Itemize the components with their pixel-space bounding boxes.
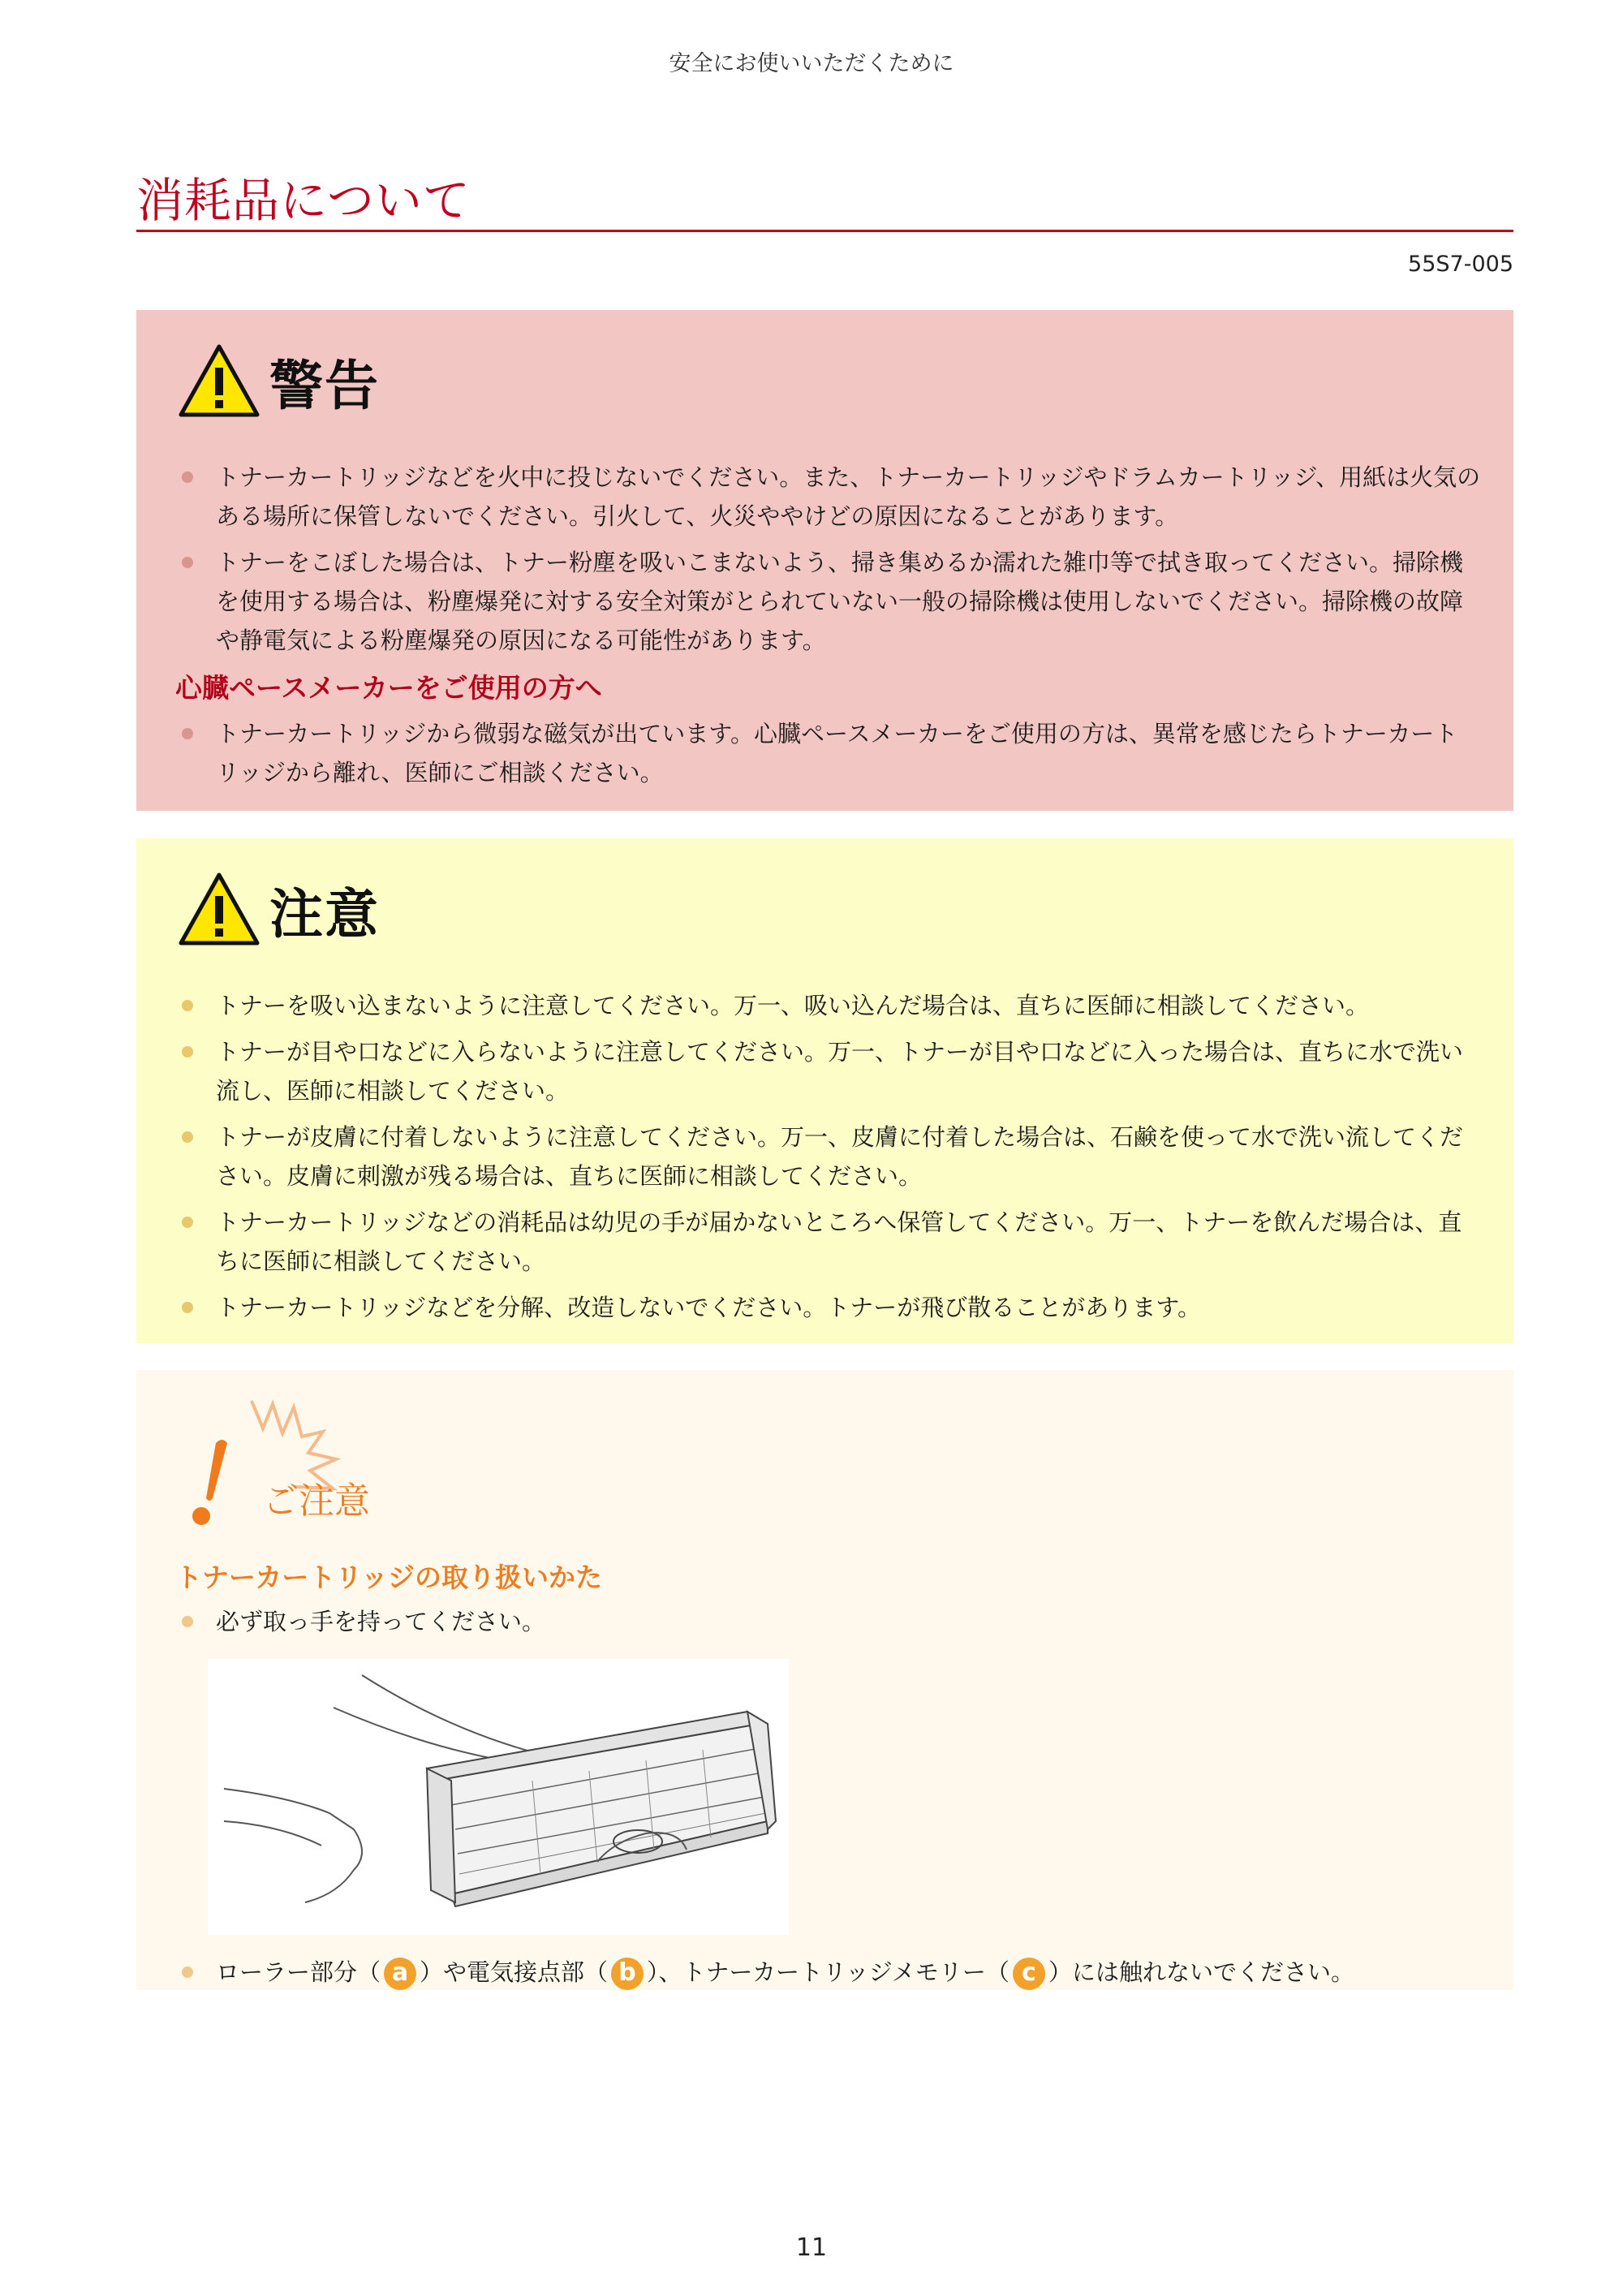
bullet-icon: [182, 1616, 193, 1627]
list-item: トナーが皮膚に付着しないように注意してください。万一、皮膚に付着した場合は、石鹸を使って水で洗い流してください。皮膚に刺激が残る場合は、直ちに医師に相談してください。: [182, 1118, 1481, 1195]
notice-item-text-3: ）、トナーカートリッジメモリー（: [647, 1958, 1010, 1986]
warning-triangle-icon: [179, 343, 260, 418]
bullet-icon: [182, 1217, 193, 1228]
notice-list-1: [182, 1602, 1481, 1648]
list-item: トナーを吸い込まないように注意してください。万一、吸い込んだ場合は、直ちに医師に相談してください。: [182, 986, 1481, 1025]
badge-a-icon: a: [384, 1958, 416, 1990]
notice-item-text-1: ローラー部分（: [216, 1958, 381, 1986]
bullet-icon: [182, 1131, 193, 1143]
list-item: トナーカートリッジから微弱な磁気が出ています。心臓ペースメーカーをご使用の方は、異常を感じたらトナーカートリッジから離れ、医師にご相談ください。: [182, 714, 1481, 792]
page-title: 消耗品について: [136, 173, 471, 228]
bullet-icon: [182, 728, 193, 739]
bullet-icon: [182, 1302, 193, 1313]
pacemaker-list: [182, 714, 1481, 799]
page-number: 11: [795, 2234, 828, 2262]
list-item: トナーをこぼした場合は、トナー粉塵を吸いこまないよう、掃き集めるか濡れた雑巾等で拭き取ってください。掃除機を使用する場合は、粉塵爆発に対する安全対策がとられていない一般の掃除機は使用しないでください。掃除機の故障や静電気による粉塵爆発の原因になる可能性があります。: [182, 543, 1481, 660]
pacemaker-subheading: 心臓ペースメーカーをご使用の方へ: [175, 672, 602, 704]
notice-list-2: [182, 1953, 1481, 1999]
bullet-icon: [182, 557, 193, 568]
bullet-icon: [182, 472, 193, 483]
warning-heading: [179, 336, 380, 425]
title-divider: [136, 230, 1513, 232]
list-item: 必ず取っ手を持ってください。: [182, 1602, 1481, 1641]
document-id: 55S7-005: [1408, 252, 1513, 277]
list-item: トナーカートリッジなどの消耗品は幼児の手が届かないところへ保管してください。万一、トナーを飲んだ場合は、直ちに医師に相談してください。: [182, 1203, 1481, 1281]
list-item: [182, 1953, 1481, 1992]
caution-box: [136, 838, 1513, 1343]
badge-c-icon: c: [1013, 1958, 1045, 1990]
list-item: トナーが目や口などに入らないように注意してください。万一、トナーが目や口などに入った場合は、直ちに水で洗い流し、医師に相談してください。: [182, 1032, 1481, 1110]
caution-heading: [179, 864, 380, 954]
warning-heading-text: 警告: [269, 354, 380, 417]
notice-logo: [174, 1386, 409, 1532]
list-item: トナーカートリッジなどを火中に投じないでください。また、トナーカートリッジやドラムカートリッジ、用紙は火気のある場所に保管しないでください。引火して、火災ややけどの原因になることがあります。: [182, 458, 1481, 536]
bullet-icon: [182, 1046, 193, 1058]
notice-box: [136, 1370, 1513, 1990]
list-item: トナーカートリッジなどを分解、改造しないでください。トナーが飛び散ることがあります。: [182, 1288, 1481, 1327]
notice-item-text-2: ）や電気接点部（: [420, 1958, 609, 1986]
toner-cartridge-handling-image: [208, 1659, 789, 1935]
badge-b-icon: b: [611, 1958, 644, 1990]
toner-cartridge-illustration: [208, 1659, 789, 1935]
warning-triangle-icon: [179, 872, 260, 946]
warning-box: [136, 310, 1513, 811]
warning-list: [182, 458, 1481, 667]
notice-item-text-4: ）には触れないでください。: [1048, 1958, 1354, 1986]
running-header: 安全にお使いいただくために: [669, 51, 954, 76]
caution-heading-text: 注意: [269, 882, 380, 946]
notice-label: ご注意: [263, 1480, 370, 1522]
bullet-icon: [182, 1966, 193, 1978]
caution-list: [182, 986, 1481, 1334]
bullet-icon: [182, 1000, 193, 1011]
toner-handling-subheading: トナーカートリッジの取り扱いかた: [175, 1562, 603, 1593]
